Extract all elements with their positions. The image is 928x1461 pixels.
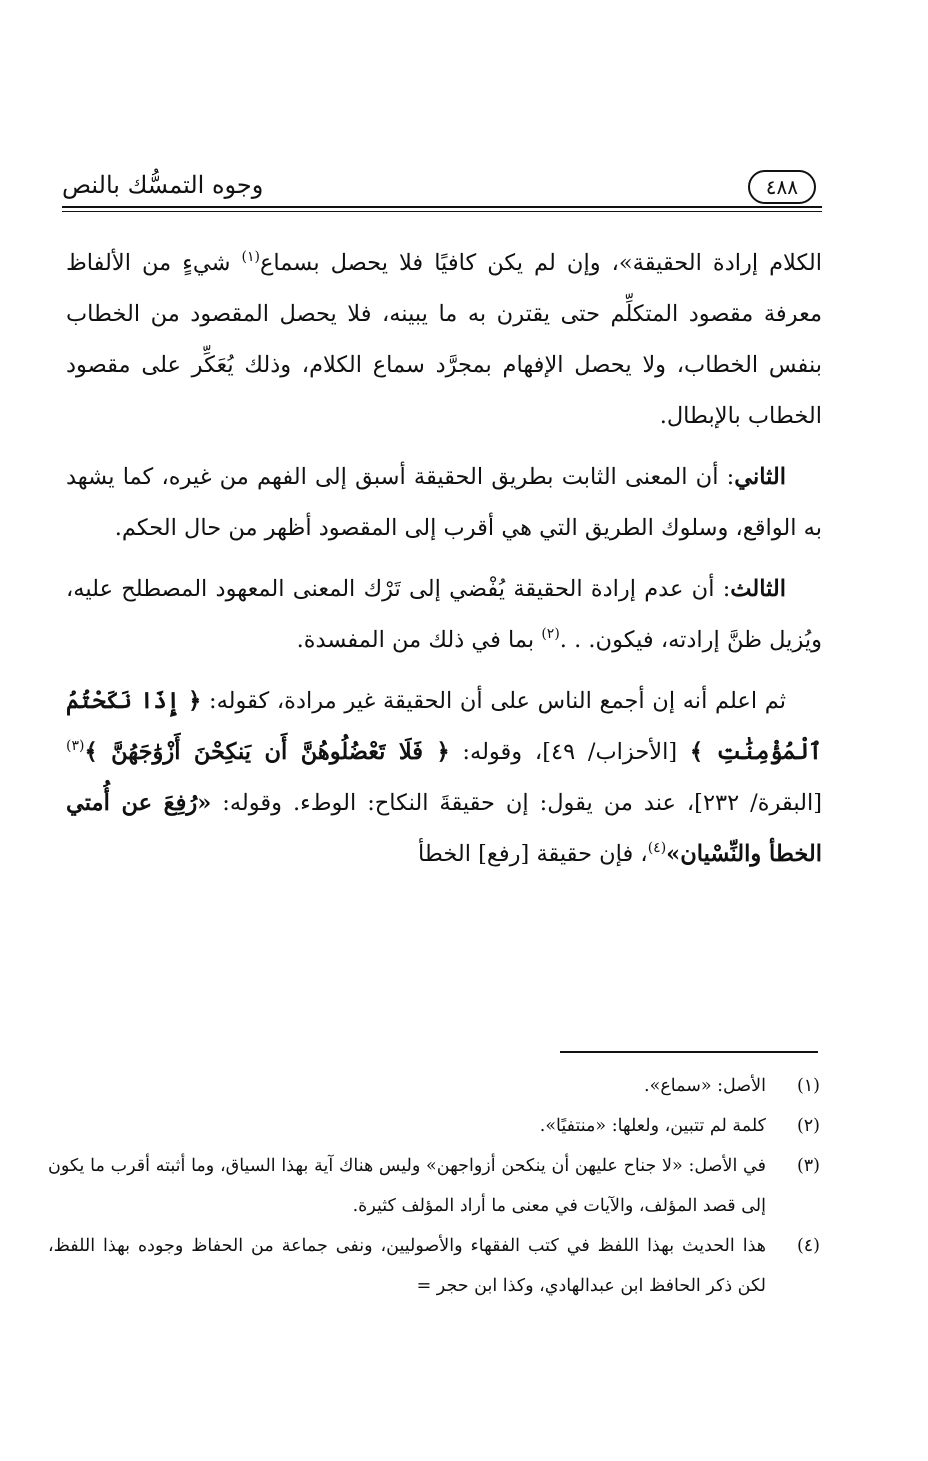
- footnote-ref-2[interactable]: (٢): [541, 626, 560, 642]
- p3-label: الثالث: [730, 576, 786, 602]
- header-rule-thick: [62, 206, 822, 208]
- p1-text-a: الكلام إرادة الحقيقة»، وإن لم يكن كافيًا فلا يحصل بسماع: [259, 250, 823, 276]
- footnote-ref-1[interactable]: (١): [241, 249, 260, 265]
- footnote-separator: [560, 1051, 818, 1053]
- citation-1: [الأحزاب/ ٤٩]: [542, 739, 678, 765]
- running-title: وجوه التمسُّك بالنص: [62, 171, 264, 199]
- p2-label: الثاني: [734, 464, 786, 490]
- p4-text-a: ثم اعلم أنه إن أجمع الناس على أن الحقيقة غير مرادة، كقوله:: [209, 688, 786, 714]
- p4-text-b: ، وقوله:: [462, 739, 543, 765]
- footnote-number: (١): [796, 1076, 820, 1096]
- footnote-1: [48, 1066, 820, 1106]
- p3-text-a: : أن عدم إرادة الحقيقة يُفْضي إلى تَرْك المعنى المعهود المصطلح عليه، ويُزيل ظنَّ إرادته، فيكون. . .: [66, 576, 822, 653]
- paragraph-4: [66, 676, 822, 880]
- footnote-text: هذا الحديث بهذا اللفظ في كتب الفقهاء والأصوليين، ونفى جماعة من الحفاظ وجوده بهذا اللفظ، لكن ذكر الحافظ ابن عبدالهادي، وكذا ابن حجر =: [48, 1236, 766, 1296]
- paragraph-2: [66, 452, 822, 554]
- quran-verse-2: ﴿ فَلَا تَعْضُلُوهُنَّ أَن يَنكِحْنَ أَزْوَٰجَهُنَّ ﴾: [84, 739, 450, 765]
- header-rule-thin: [62, 211, 822, 212]
- footnote-ref-4[interactable]: (٤): [647, 840, 667, 856]
- page-number: ٤٨٨: [748, 170, 816, 204]
- footnote-2: [48, 1106, 820, 1146]
- p2-text: : أن المعنى الثابت بطريق الحقيقة أسبق إلى الفهم من غيره، كما يشهد به الواقع، وسلوك الطريق التي هي أقرب إلى المقصود أظهر من حال الحكم.: [66, 464, 822, 541]
- paragraph-1: [66, 238, 822, 442]
- footnote-4: [48, 1226, 820, 1306]
- footnote-number: (٢): [796, 1116, 820, 1136]
- quran-verse-1: ﴿ إِذَا نَكَحْتُمُ ٱلْمُؤْمِنَٰتِ ﴾: [66, 688, 822, 765]
- hadith-quote: «رُفِعَ عن أُمتي الخطأ والنِّسْيان»: [66, 790, 822, 867]
- running-header: [62, 168, 822, 214]
- citation-2: [البقرة/ ٢٣٢]: [694, 790, 822, 816]
- footnote-text: في الأصل: «لا جناح عليهن أن ينكحن أزواجهن» وليس هناك آية بهذا السياق، وما أثبته أقرب ما يكون إلى قصد المؤلف، والآيات في معنى ما أراد المؤلف كثيرة.: [48, 1156, 766, 1216]
- footnote-number: (٤): [796, 1236, 820, 1256]
- footnote-text: كلمة لم تتبين، ولعلها: «منتفيًا».: [539, 1116, 766, 1136]
- footnote-ref-3[interactable]: (٣): [66, 738, 85, 754]
- main-text: [66, 238, 822, 880]
- p3-text-b: بما في ذلك من المفسدة.: [296, 627, 535, 653]
- paragraph-3: [66, 564, 822, 666]
- footnote-text: الأصل: «سماع».: [644, 1076, 766, 1096]
- footnote-number: (٣): [796, 1156, 820, 1176]
- p1-text-b: شيءٍ من الألفاظ معرفة مقصود المتكلِّم حتى يقترن به ما يبينه، فلا يحصل المقصود من الخطاب بنفس الخطاب، ولا يحصل الإفهام بمجرَّد سماع الكلام، وذلك يُعَكِّر على مقصود الخطاب بالإبطال.: [66, 250, 822, 429]
- p4-text-c: ، عند من يقول: إن حقيقةَ النكاح: الوطء. وقوله:: [222, 790, 695, 816]
- p4-text-d: ، فإن حقيقة [رفع] الخطأ: [418, 841, 648, 867]
- footnote-3: [48, 1146, 820, 1226]
- footnotes: [48, 1066, 820, 1306]
